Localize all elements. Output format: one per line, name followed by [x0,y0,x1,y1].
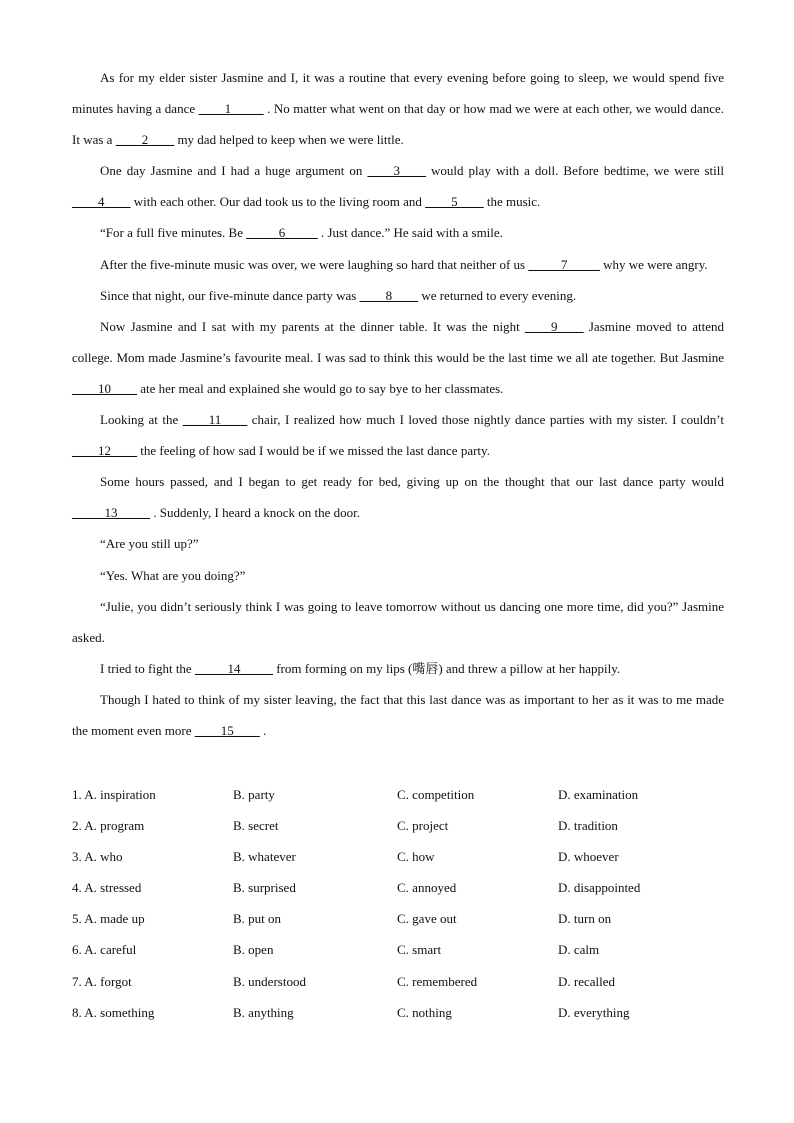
passage-text: Now Jasmine and I sat with my parents at the dinner table. It was the night [100,318,526,334]
option-c: C. remembered [397,973,478,989]
option-d: D. recalled [558,973,616,989]
passage-text: “For a full five minutes. Be [100,225,247,241]
option-d: D. calm [558,942,600,958]
passage-text: ate her meal and explained she would go to say bye to her classmates. [137,380,504,396]
option-d: D. tradition [558,818,618,834]
answer-blank: ____2____ [115,132,175,148]
question-options-row [72,810,732,841]
option-b: B. secret [233,818,279,834]
passage-text: One day Jasmine and I had a huge argument on [100,163,368,179]
option-b: B. open [233,942,274,958]
option-b: B. understood [233,973,306,989]
cloze-passage [72,62,724,746]
question-options-row [72,966,732,997]
answer-blank: ____10____ [72,380,137,396]
option-c: C. gave out [397,911,457,927]
option-a: 7. A. forgot [72,973,132,989]
passage-paragraph [72,591,724,653]
passage-paragraph [72,155,724,217]
question-options-row [72,841,732,872]
passage-text: Looking at the [100,412,183,428]
question-options-row [72,934,732,965]
passage-text: I tried to fight the [100,660,195,676]
passage-text: with each other. Our dad took us to the living room and [130,194,426,210]
passage-paragraph [72,466,724,528]
passage-text: we returned to every evening. [418,287,577,303]
passage-text: As for my elder sister Jasmine and I, it was a routine that every evening before going to sleep, we would spend five minutes having a dance [72,70,724,117]
answer-blank: _____7_____ [528,256,600,272]
option-d: D. disappointed [558,880,641,896]
option-d: D. whoever [558,849,619,865]
answer-blank: ____5____ [425,194,484,210]
passage-text: my dad helped to keep when we were little. [174,132,404,148]
option-d: D. examination [558,787,639,802]
passage-paragraph [72,528,724,559]
option-b: B. anything [233,1004,294,1020]
answer-blank: ____11____ [182,412,248,428]
passage-paragraph [72,653,724,684]
passage-paragraph [72,62,724,155]
option-d: D. everything [558,1004,630,1020]
answer-blank: _____14_____ [194,660,273,676]
passage-text: After the five-minute music was over, we were laughing so hard that neither of us [100,256,529,272]
answer-blank: ____3____ [367,163,426,179]
option-c: C. smart [397,942,442,958]
passage-text: the music. [483,194,541,210]
question-options-row [72,872,732,903]
passage-text: the feeling of how sad I would be if we missed the last dance party. [137,443,490,459]
passage-paragraph [72,280,724,311]
passage-text: would play with a doll. Before bedtime, we were still [425,163,725,179]
option-a: 8. A. something [72,1004,155,1020]
option-c: C. nothing [397,1004,452,1020]
option-b: B. put on [233,911,282,927]
passage-paragraph [72,684,724,746]
passage-text: . No matter what went on that day or how mad we were at each other, we would dance. It was a [72,101,724,148]
option-b: B. whatever [233,849,296,865]
option-a: 6. A. careful [72,942,137,958]
option-a: 4. A. stressed [72,880,142,896]
passage-text: . [259,722,267,738]
passage-paragraph [72,560,724,591]
answer-blank: ____8____ [359,287,419,303]
answer-blank: ____4____ [72,194,131,210]
option-c: C. competition [397,787,475,802]
passage-text: Jasmine moved to attend college. Mom made Jasmine’s favourite meal. I was sad to think this would be the last time we all ate together. But Jasmine [72,318,724,365]
answer-blank: _____6_____ [246,225,318,241]
answer-blank: ____15____ [194,722,260,738]
answer-blank: ____12____ [72,443,137,459]
options-list [72,779,732,1028]
passage-paragraph [72,311,724,404]
passage-text: chair, I realized how much I loved those nightly dance parties with my sister. I couldn’t [247,412,724,428]
option-a: 5. A. made up [72,911,145,927]
passage-text: . Just dance.” He said with a smile. [317,225,503,241]
passage-text: Since that night, our five-minute dance party was [100,287,360,303]
option-c: C. how [397,849,435,865]
passage-paragraph [72,217,724,248]
passage-text: “Are you still up?” [100,536,199,552]
answer-blank: _____13_____ [72,505,150,521]
passage-text: Though I hated to think of my sister leaving, the fact that this last dance was as important to her as it was to me made the moment even more [72,691,724,738]
passage-text: why we were angry. [599,256,708,272]
option-a: 1. A. inspiration [72,787,156,802]
passage-text: . Suddenly, I heard a knock on the door. [150,505,360,521]
question-options-row [72,997,732,1028]
passage-text: Some hours passed, and I began to get ready for bed, giving up on the thought that our last dance party would [100,474,724,490]
passage-paragraph [72,249,724,280]
answer-blank: ____1_____ [198,101,264,117]
passage-text: “Julie, you didn’t seriously think I was going to leave tomorrow without us dancing one more time, did you?” Jasmine asked. [72,598,724,645]
passage-text: “Yes. What are you doing?” [100,567,246,583]
question-options-row [72,903,732,934]
answer-blank: ____9____ [525,318,584,334]
passage-paragraph [72,404,724,466]
passage-text: from forming on my lips (嘴唇) and threw a pillow at her happily. [272,660,621,676]
option-a: 3. A. who [72,849,123,865]
question-options-row [72,779,732,810]
option-b: B. party [233,787,275,802]
option-a: 2. A. program [72,818,145,834]
option-c: C. annoyed [397,880,457,896]
option-d: D. turn on [558,911,612,927]
option-b: B. surprised [233,880,296,896]
option-c: C. project [397,818,449,834]
